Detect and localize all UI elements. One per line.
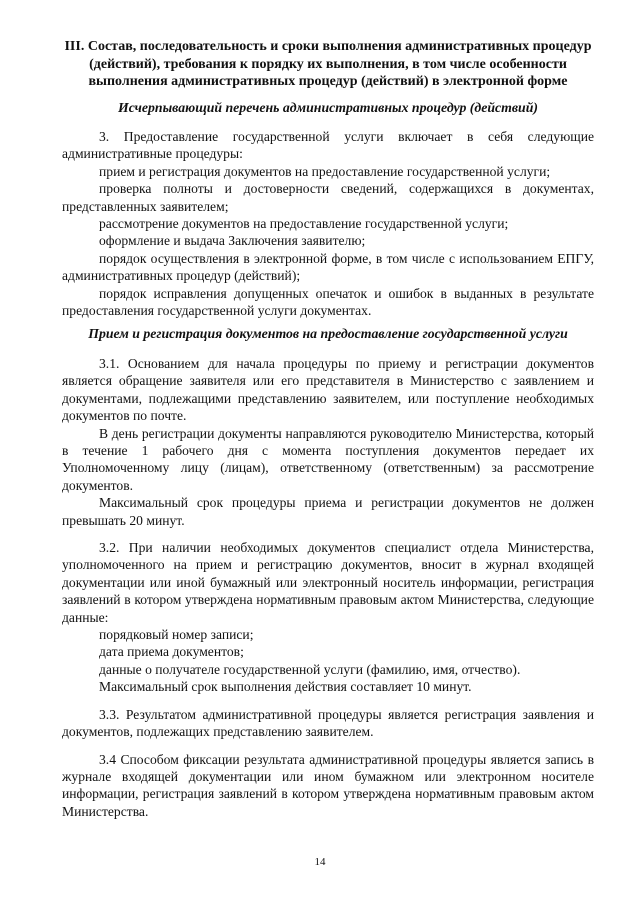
section-title: III. Состав, последовательность и сроки выполнения административных процедур (действий), требования к порядку их выполнения, в том числе особенности выполнения административных процедур (действий) в электронной форме bbox=[64, 39, 592, 89]
page-number: 14 bbox=[314, 856, 326, 868]
paragraph-3-2: 3.2. При наличии необходимых документов специалист отдела Министерства, уполномоченного на прием и регистрацию документов, вносит в журнал входящей документации или иной бумажный или электронный носитель информации, регистрация заявлений в котором утверждена нормативным правовым актом Министерства, следующие данные: bbox=[62, 540, 594, 625]
list-item-verification: проверка полноты и достоверности сведений, содержащихся в документах, представленных заявителем; bbox=[62, 181, 594, 214]
paragraph-3-1: 3.1. Основанием для начала процедуры по приему и регистрации документов является обращение заявителя или его представителя в Министерство с заявлением и документами, подлежащими представлению заявителем, или поступление необходимых документов по почте. bbox=[62, 355, 594, 424]
paragraph-3-3: 3.3. Результатом административной процедуры является регистрация заявления и документов, подлежащих представлению заявителем. bbox=[62, 706, 594, 740]
page-content bbox=[62, 38, 594, 820]
subheading-procedures-list: Исчерпывающий перечень административных процедур (действий) bbox=[117, 99, 538, 115]
paragraph-3: 3. Предоставление государственной услуги включает в себя следующие административные процедуры: bbox=[62, 129, 594, 162]
subheading-reception: Прием и регистрация документов на предоставление государственной услуги bbox=[88, 326, 568, 342]
list-item-record-number: порядковый номер записи; bbox=[99, 627, 254, 643]
list-item-date: дата приема документов; bbox=[99, 644, 244, 660]
paragraph-3-2-max-time: Максимальный срок выполнения действия составляет 10 минут. bbox=[99, 679, 472, 695]
paragraph-3-4: 3.4 Способом фиксации результата административной процедуры является запись в журнале входящей документации или ином бумажном или электронном носителе информации, регистрация заявлений в котором утверждена нормативным правовым актом Министерства. bbox=[62, 751, 594, 819]
list-item-issuance: оформление и выдача Заключения заявителю; bbox=[99, 233, 366, 249]
list-item-review: рассмотрение документов на предоставление государственной услуги; bbox=[99, 216, 509, 232]
list-item-corrections: порядок исправления допущенных опечаток и ошибок в выданных в результате предоставления государственной услуги документах. bbox=[62, 285, 594, 319]
list-item-electronic: порядок осуществления в электронной форме, в том числе с использованием ЕПГУ, административных процедур (действий); bbox=[62, 250, 594, 284]
list-item-reception: прием и регистрация документов на предоставление государственной услуги; bbox=[99, 163, 551, 179]
list-item-recipient: данные о получателе государственной услуги (фамилию, имя, отчество). bbox=[99, 661, 521, 677]
paragraph-3-1-max-time: Максимальный срок процедуры приема и регистрации документов не должен превышать 20 минут. bbox=[62, 495, 594, 528]
paragraph-3-1-day: В день регистрации документы направляются руководителю Министерства, который в течение 1 рабочего дня с момента поступления документов передает их Уполномоченному лицу (лицам), ответственному (ответственным) за рассмотрение документов. bbox=[62, 425, 594, 493]
